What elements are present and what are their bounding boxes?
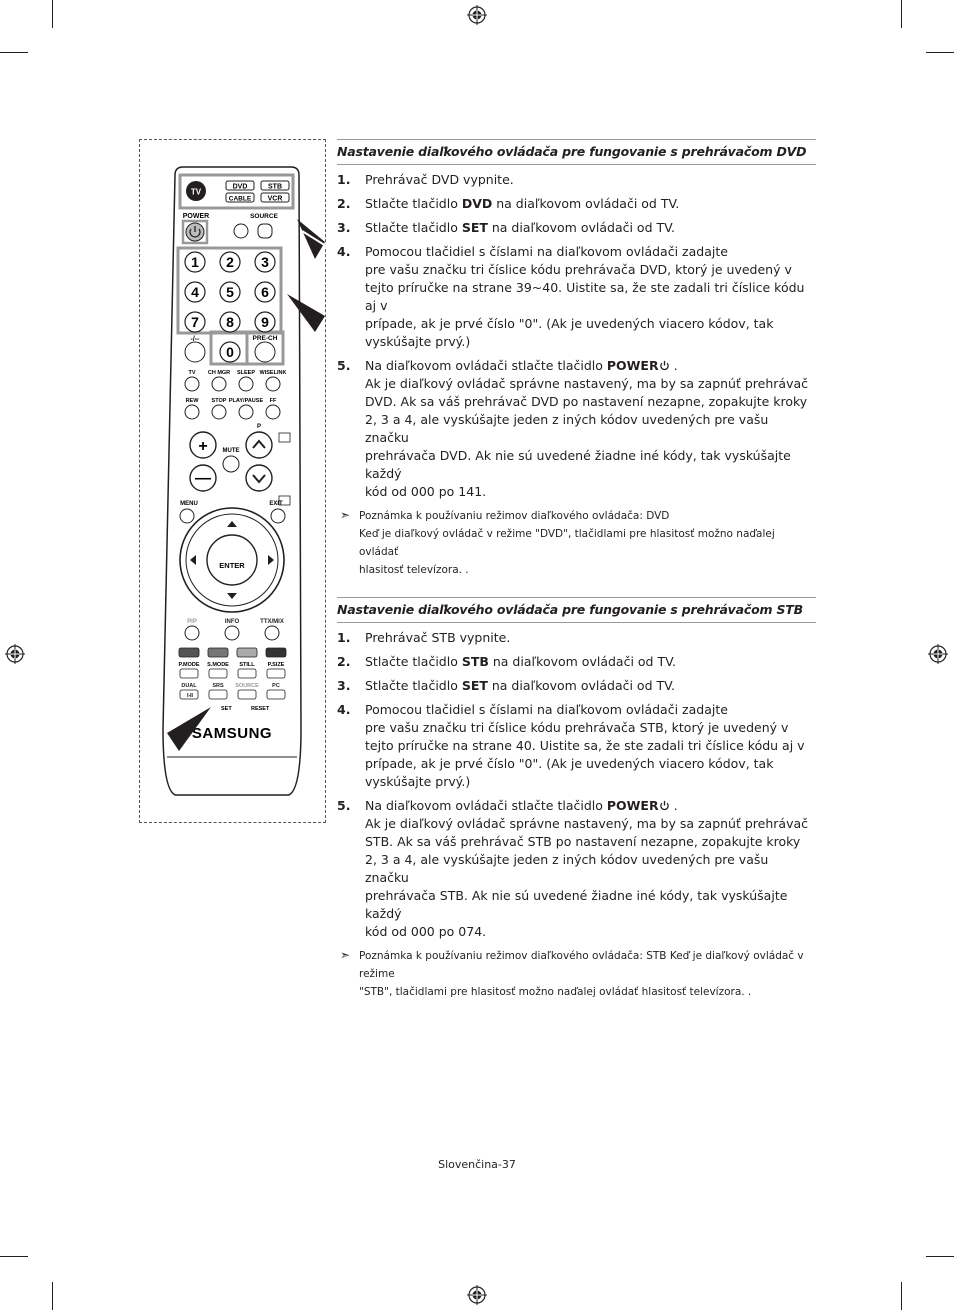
crop-mark-top-left xyxy=(0,52,28,53)
digit-9-button[interactable] xyxy=(255,312,275,332)
step-line: pre vašu značku tri číslice kódu prehrávača DVD, ktorý je uvedený v xyxy=(365,262,792,277)
step-line xyxy=(365,629,816,647)
step-number: 2. xyxy=(337,654,351,669)
p-label: P xyxy=(256,424,262,430)
step-line: Ak je diaľkový ovládač správne nastavený, ma by sa zapnúť prehrávač xyxy=(365,816,808,831)
stb-button[interactable] xyxy=(261,181,289,191)
function-button[interactable] xyxy=(185,377,199,391)
digit-6-button[interactable] xyxy=(255,282,275,302)
crop-mark-top-right-v xyxy=(901,0,902,28)
step-line: pre vašu značku tri číslice kódu prehrávača STB, ktorý je uvedený v xyxy=(365,720,789,735)
step-item xyxy=(337,797,816,941)
svg-text:4: 4 xyxy=(191,284,199,300)
note-arrow-icon: ➣ xyxy=(340,948,351,962)
step-line: prípade, ak je prvé číslo "0". (Ak je uvedených viacero kódov, tak xyxy=(365,316,774,331)
pointer-arrow-icon xyxy=(297,219,325,259)
note xyxy=(337,507,816,579)
digit-0-button[interactable] xyxy=(220,342,240,362)
row-label: TV xyxy=(188,370,196,376)
step-text: na diaľkovom ovládači od TV. xyxy=(488,654,677,669)
row-label: CH MGR xyxy=(207,370,231,376)
crop-mark-bottom-left xyxy=(0,1256,28,1257)
step-number: 4. xyxy=(337,244,351,259)
svg-text:0: 0 xyxy=(226,344,234,360)
section-title: Nastavenie diaľkového ovládača pre fungovanie s prehrávačom STB xyxy=(337,597,816,623)
step-text: na diaľkovom ovládači od TV. xyxy=(492,196,680,211)
transport-label: PLAY/PAUSE xyxy=(228,398,264,404)
step-item xyxy=(337,219,816,237)
transport-label: STOP xyxy=(211,398,227,404)
source-button[interactable] xyxy=(258,224,272,238)
power-label: POWER xyxy=(182,213,210,220)
remote-control-illustration xyxy=(139,139,326,823)
color-button[interactable] xyxy=(208,648,228,657)
power-icon xyxy=(659,800,670,811)
step-line: 2, 3 a 4, ale vyskúšajte jeden z iných kódov uvedených pre vašu značku xyxy=(365,412,769,445)
color-button[interactable] xyxy=(237,648,257,657)
step-number: 1. xyxy=(337,172,351,187)
step-line: prehrávača STB. Ak nie sú uvedené žiadne iné kódy, tak vyskúšajte každý xyxy=(365,888,788,921)
svg-text:VCR: VCR xyxy=(267,195,283,203)
step-line xyxy=(365,195,816,213)
digit-3-button[interactable] xyxy=(255,252,275,272)
bottom-button[interactable] xyxy=(209,690,227,699)
crop-mark-bottom-left-v xyxy=(52,1282,53,1310)
step-line: Ak je diaľkový ovládač správne nastavený, ma by sa zapnúť prehrávač xyxy=(365,376,808,391)
ch-list-icon xyxy=(279,433,290,442)
color-button[interactable] xyxy=(179,648,199,657)
step-item xyxy=(337,701,816,791)
step-number: 5. xyxy=(337,798,351,813)
light-button[interactable] xyxy=(234,224,248,238)
steps-list xyxy=(337,171,816,501)
color-label: STILL xyxy=(239,662,255,668)
color-label: P.MODE xyxy=(178,662,200,668)
dvd-section xyxy=(337,139,816,579)
step-text: Stlačte tlačidlo xyxy=(365,196,462,211)
step-text: Na diaľkovom ovládači stlačte tlačidlo xyxy=(365,798,607,813)
svg-text:1: 1 xyxy=(191,254,199,270)
digit-7-button[interactable] xyxy=(185,312,205,332)
step-key: STB xyxy=(461,654,489,669)
step-text: na diaľkovom ovládači od TV. xyxy=(487,678,676,693)
digit-4-button[interactable] xyxy=(185,282,205,302)
step-line: 2, 3 a 4, ale vyskúšajte jeden z iných kódov uvedených pre vašu značku xyxy=(365,852,769,885)
func-label: PIP xyxy=(187,619,197,625)
mode-button[interactable] xyxy=(267,669,285,678)
mute-label: MUTE xyxy=(222,448,240,454)
row-label: WISELINK xyxy=(259,370,287,376)
svg-text:STB: STB xyxy=(268,183,282,191)
step-line xyxy=(365,653,816,671)
digit-2-button[interactable] xyxy=(220,252,240,272)
transport-button[interactable] xyxy=(266,405,280,419)
steps-list xyxy=(337,629,816,941)
mode-button[interactable] xyxy=(209,669,227,678)
dash-button[interactable] xyxy=(185,342,205,362)
step-item xyxy=(337,195,816,213)
note-line: hlasitosť televízora. . xyxy=(359,564,469,576)
transport-button[interactable] xyxy=(239,405,253,419)
note-line: "STB", tlačidlami pre hlasitosť možno naďalej ovládať hlasitosť televízora. . xyxy=(359,986,752,998)
step-number: 5. xyxy=(337,358,351,373)
svg-text:DVD: DVD xyxy=(232,183,248,191)
step-line xyxy=(365,171,816,189)
menu-button[interactable] xyxy=(180,509,194,523)
menu-label: MENU xyxy=(180,501,198,507)
crop-mark-bottom-right xyxy=(926,1256,954,1257)
set-label: SET xyxy=(221,706,232,712)
row-label: SLEEP xyxy=(236,370,256,376)
step-text: Stlačte tlačidlo xyxy=(365,654,462,669)
digit-5-button[interactable] xyxy=(220,282,240,302)
transport-button[interactable] xyxy=(212,405,226,419)
func-label: INFO xyxy=(224,619,240,625)
step-number: 4. xyxy=(337,702,351,717)
step-number: 1. xyxy=(337,630,351,645)
step-number: 3. xyxy=(337,678,351,693)
dual-button-label: I-II xyxy=(187,693,193,699)
transport-label: FF xyxy=(269,398,277,404)
svg-text:2: 2 xyxy=(226,254,234,270)
func-label: TTX/MIX xyxy=(260,619,284,625)
step-item xyxy=(337,653,816,671)
mode-button[interactable] xyxy=(180,669,198,678)
step-key: SET xyxy=(461,678,488,693)
note-line: Poznámka k používaniu režimov diaľkového ovládača: DVD xyxy=(359,510,670,522)
svg-text:3: 3 xyxy=(261,254,269,270)
svg-text:+: + xyxy=(198,438,208,455)
svg-text:8: 8 xyxy=(226,314,234,330)
step-key: DVD xyxy=(461,196,493,211)
step-line: vyskúšajte prvý.) xyxy=(365,774,471,789)
tv-mode-label: TV xyxy=(190,187,202,197)
step-text: Prehrávač STB vypnite. xyxy=(365,630,511,645)
registration-mark-icon xyxy=(5,644,25,664)
crop-mark-top-right xyxy=(926,52,954,53)
step-line: Pomocou tlačidiel s číslami na diaľkovom ovládači zadajte xyxy=(365,702,728,717)
step-text: Stlačte tlačidlo xyxy=(365,678,462,693)
color-label: P.SIZE xyxy=(267,662,285,668)
step-number: 3. xyxy=(337,220,351,235)
channel-down-button[interactable] xyxy=(246,465,272,491)
step-key: SET xyxy=(461,220,488,235)
section-title: Nastavenie diaľkového ovládača pre fungovanie s prehrávačom DVD xyxy=(337,139,816,165)
func-button[interactable] xyxy=(185,626,199,640)
step-key: POWER xyxy=(606,358,659,373)
step-line xyxy=(365,677,816,695)
reset-label: RESET xyxy=(251,706,270,712)
bottom-label: SRS xyxy=(212,683,224,689)
step-line: Pomocou tlačidiel s číslami na diaľkovom ovládači zadajte xyxy=(365,244,728,259)
func-button[interactable] xyxy=(265,626,279,640)
prech-label: PRE-CH xyxy=(252,335,278,342)
registration-mark-icon xyxy=(928,644,948,664)
transport-button[interactable] xyxy=(185,405,199,419)
step-item xyxy=(337,629,816,647)
cable-button[interactable] xyxy=(226,193,254,203)
step-line xyxy=(365,797,816,815)
power-icon xyxy=(659,360,670,371)
step-key: POWER xyxy=(606,798,659,813)
bottom-label: PC xyxy=(272,683,280,689)
dash-label: -/-- xyxy=(190,336,200,343)
step-text: Prehrávač DVD vypnite. xyxy=(365,172,514,187)
page-footer: Slovenčina-37 xyxy=(438,1158,516,1171)
bottom-label: SOURCE xyxy=(235,683,259,689)
step-line: vyskúšajte prvý.) xyxy=(365,334,471,349)
step-number: 2. xyxy=(337,196,351,211)
step-text: . xyxy=(669,358,678,373)
prech-button[interactable] xyxy=(255,342,275,362)
crop-mark-bottom-right-v xyxy=(901,1282,902,1310)
func-button[interactable] xyxy=(225,626,239,640)
step-text: Stlačte tlačidlo xyxy=(365,220,462,235)
stb-section xyxy=(337,597,816,1001)
svg-text:9: 9 xyxy=(261,314,269,330)
note-line: Poznámka k používaniu režimov diaľkového ovládača: STB Keď je diaľkový ovládač v režime xyxy=(359,950,804,980)
mute-button[interactable] xyxy=(223,456,239,472)
step-item xyxy=(337,357,816,501)
step-line xyxy=(365,219,816,237)
step-line: DVD. Ak sa váš prehrávač DVD po nastavení nezapne, zopakujte kroky xyxy=(365,394,808,409)
step-item xyxy=(337,677,816,695)
digit-1-button[interactable] xyxy=(185,252,205,272)
samsung-logo: SAMSUNG xyxy=(191,725,273,742)
svg-text:—: — xyxy=(195,470,211,487)
registration-mark-icon xyxy=(467,5,487,25)
function-button[interactable] xyxy=(239,377,253,391)
svg-text:CABLE: CABLE xyxy=(228,195,252,203)
step-text: Na diaľkovom ovládači stlačte tlačidlo xyxy=(365,358,607,373)
svg-text:5: 5 xyxy=(226,284,234,300)
note xyxy=(337,947,816,1001)
svg-text:6: 6 xyxy=(261,284,269,300)
channel-up-button[interactable] xyxy=(246,432,272,458)
transport-label: REW xyxy=(185,398,199,404)
function-button[interactable] xyxy=(266,377,280,391)
note-line: Keď je diaľkový ovládač v režime "DVD", tlačidlami pre hlasitosť možno naďalej ovládať xyxy=(359,528,775,558)
step-item xyxy=(337,243,816,351)
exit-label: EXIT xyxy=(269,501,283,507)
bottom-button[interactable] xyxy=(238,690,256,699)
step-line: kód od 000 po 141. xyxy=(365,484,487,499)
exit-button[interactable] xyxy=(271,509,285,523)
source-label: SOURCE xyxy=(250,213,278,220)
vcr-button[interactable] xyxy=(261,193,289,203)
function-button[interactable] xyxy=(212,377,226,391)
step-line xyxy=(365,357,816,375)
bottom-label: DUAL xyxy=(181,683,197,689)
mode-button[interactable] xyxy=(238,669,256,678)
note-arrow-icon: ➣ xyxy=(340,508,351,522)
svg-text:7: 7 xyxy=(191,314,199,330)
enter-label: ENTER xyxy=(219,561,245,570)
step-line: prípade, ak je prvé číslo "0". (Ak je uvedených viacero kódov, tak xyxy=(365,756,774,771)
step-line: tejto príručke na strane 40. Uistite sa, že ste zadali tri číslice kódu aj v xyxy=(365,738,805,753)
bottom-button[interactable] xyxy=(267,690,285,699)
step-text: . xyxy=(669,798,678,813)
step-line: prehrávača DVD. Ak nie sú uvedené žiadne iné kódy, tak vyskúšajte každý xyxy=(365,448,791,481)
digit-8-button[interactable] xyxy=(220,312,240,332)
dvd-button[interactable] xyxy=(226,181,254,191)
instructions xyxy=(337,139,816,1001)
registration-mark-icon xyxy=(467,1285,487,1305)
enter-button[interactable] xyxy=(207,535,257,585)
step-line: kód od 000 po 074. xyxy=(365,924,487,939)
step-item xyxy=(337,171,816,189)
step-line: STB. Ak sa váš prehrávač STB po nastavení nezapne, zopakujte kroky xyxy=(365,834,801,849)
crop-mark-top-left-v xyxy=(52,0,53,28)
step-line: tejto príručke na strane 39~40. Uistite sa, že ste zadali tri číslice kódu aj v xyxy=(365,280,805,313)
color-button[interactable] xyxy=(266,648,286,657)
step-text: na diaľkovom ovládači od TV. xyxy=(487,220,676,235)
color-label: S.MODE xyxy=(207,662,229,668)
